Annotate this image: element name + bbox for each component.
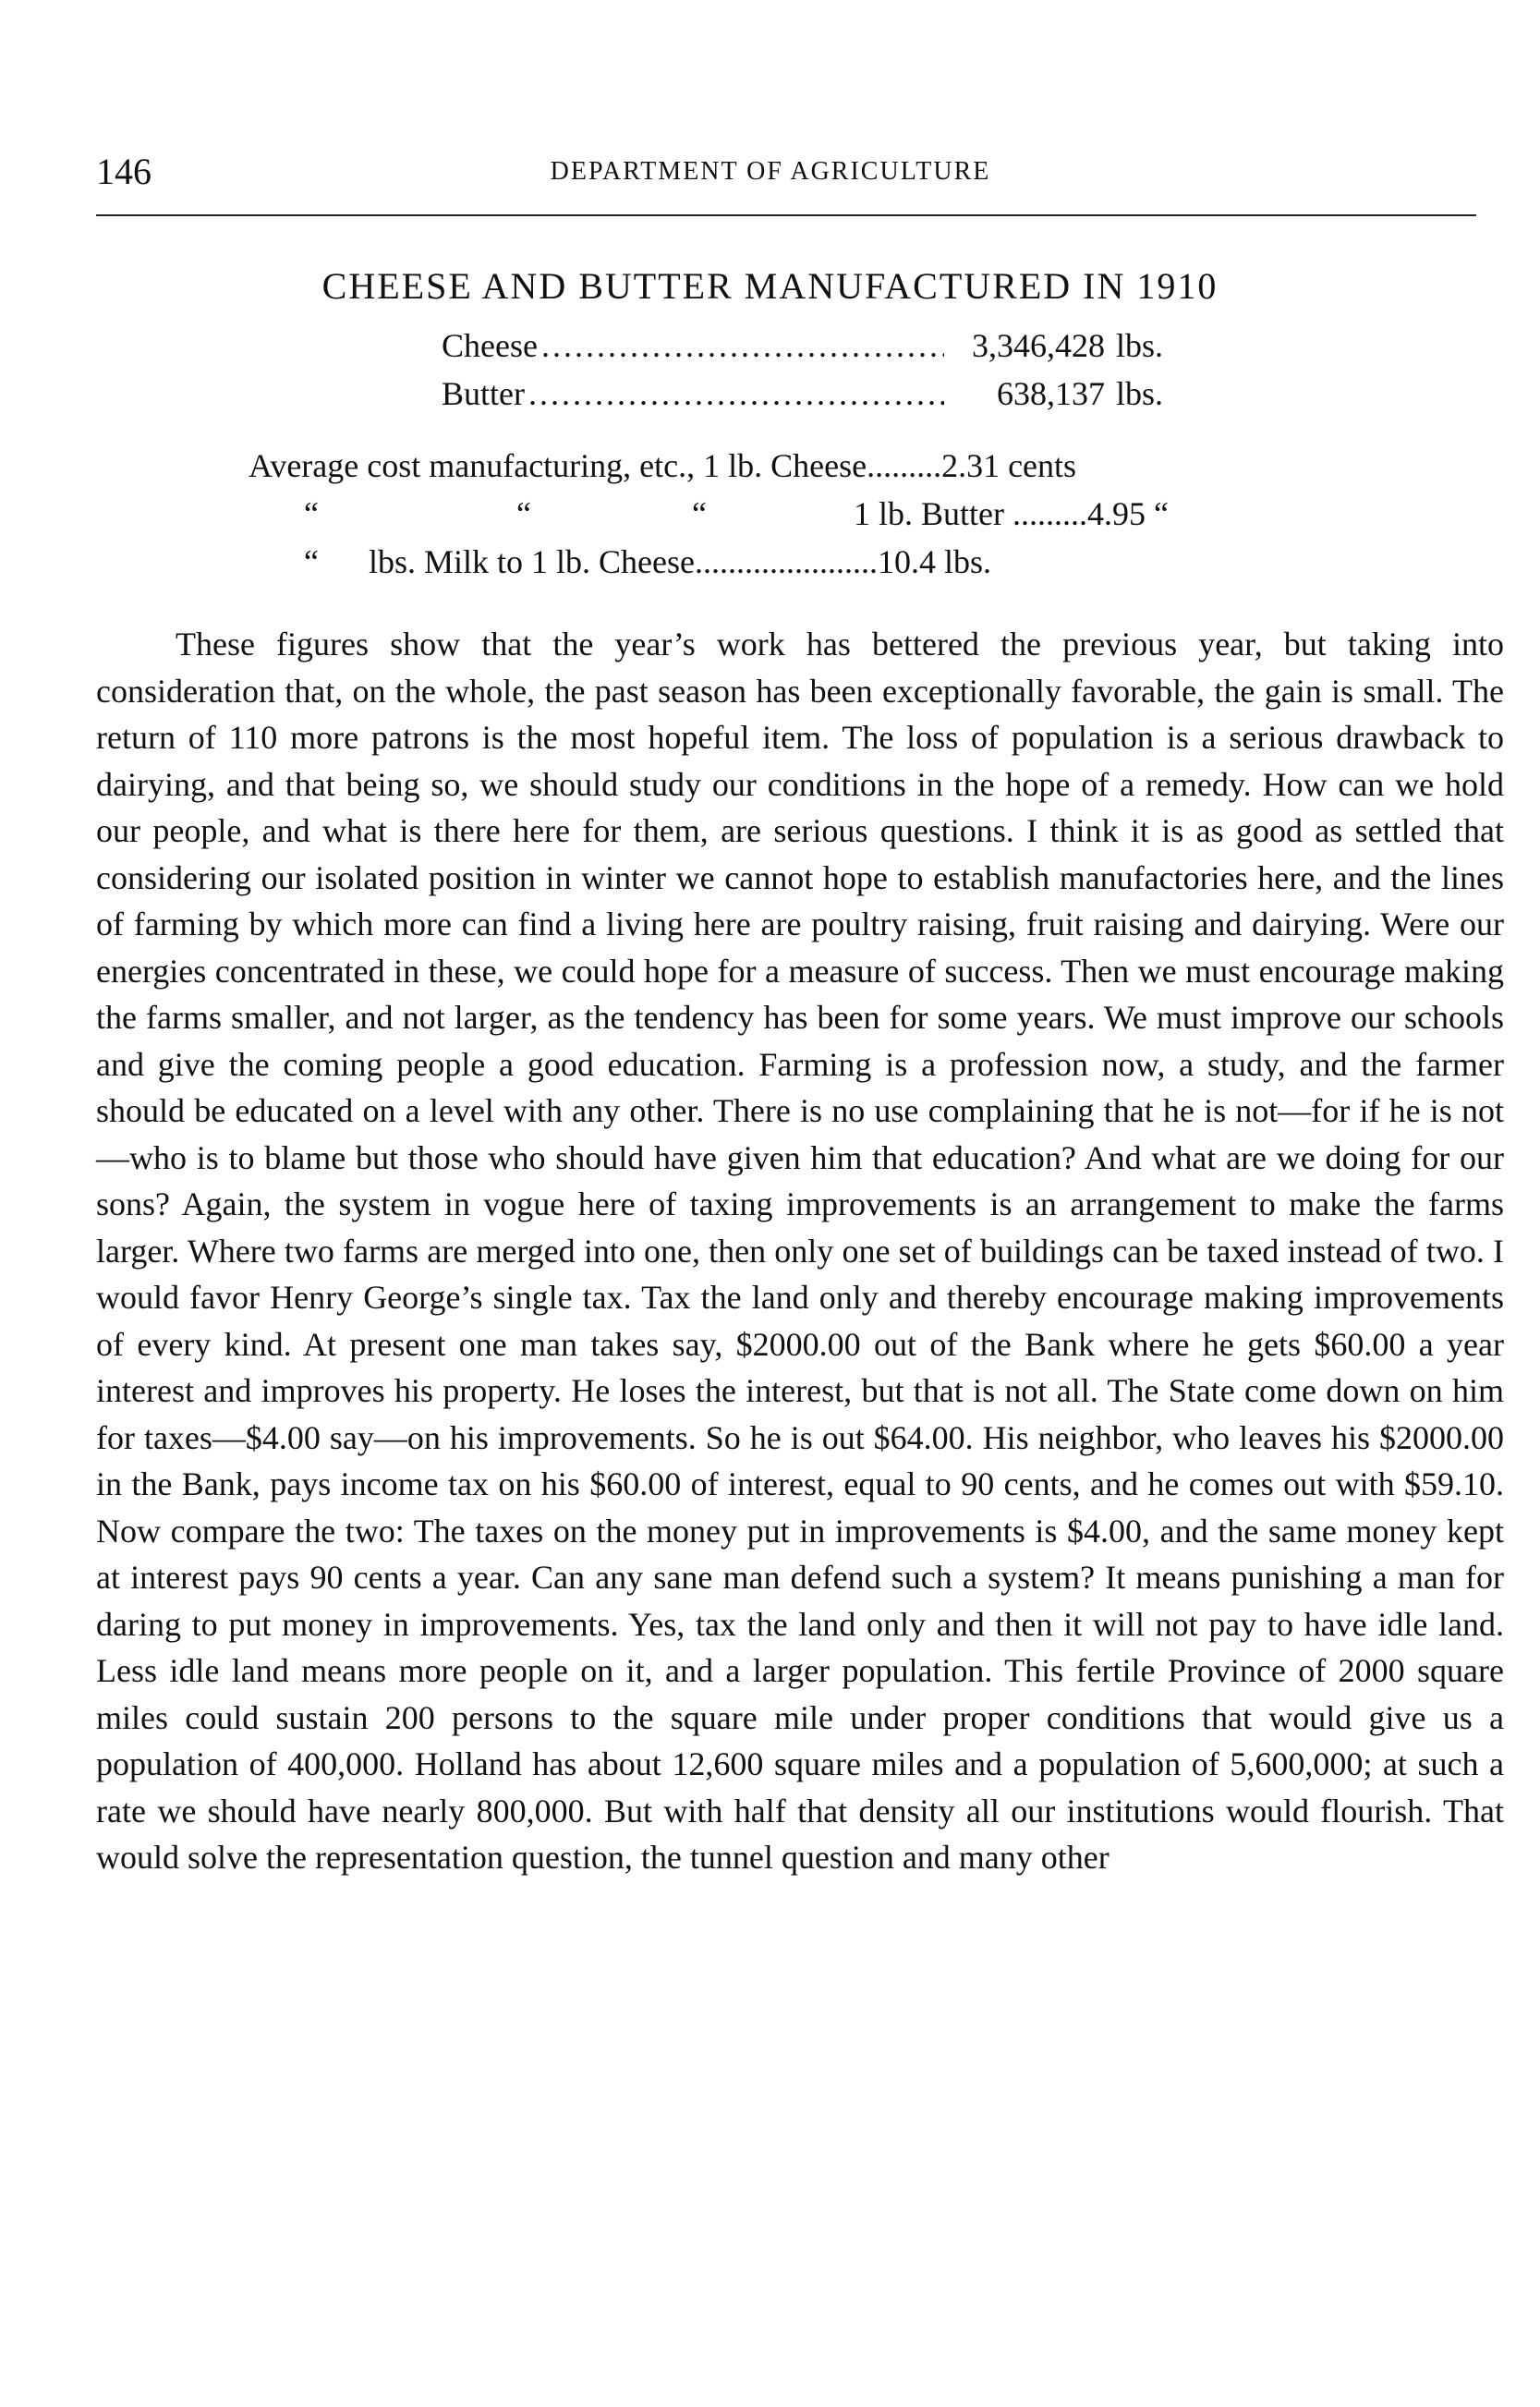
ditto-mark: “ xyxy=(304,543,319,580)
average-milk-text: lbs. Milk to 1 lb. Cheese......................10.4 lbs. xyxy=(369,543,991,580)
body-paragraph: These figures show that the year’s work has bettered the previous year, but taking into consideration that, on the whole, the past season has been exceptionally favorable, the gain is small. The return of 110 more patrons is the most hopeful item. The loss of population is a serious drawback to dairying, and that being so, we should study our conditions in the hope of a remedy. How can we hold our people, and what is there here for them, are serious questions. I think it is as good as settled that considering our isolated position in winter we cannot hope to establish manufactories here, and the lines of farming by which more can find a living here are poultry raising, fruit raising and dairying. Were our energies concentrated in these, we could hope for a measure of success. Then we must encourage making the farms smaller, and not larger, as the tendency has been for some years. We must improve our schools and give the coming people a good education. Farming is a profession now, a study, and the farmer should be educated on a level with any other. There is no use complaining that he is not—for if he is not—who is to blame but those who should have given him that education? And what are we doing for our sons? Again, the system in vogue here of taxing improvements is an arrangement to make the farms larger. Where two farms are merged into one, then only one set of buildings can be taxed instead of two. I would favor Henry George’s single tax. Tax the land only and thereby encourage making improvements of every kind. At present one man takes say, $2000.00 out of the Bank where he gets $60.00 a year interest and improves his property. He loses the interest, but that is not all. The State come down on him for taxes—$4.00 say—on his improvements. So he is out $64.00. His neighbor, who leaves his $2000.00 in the Bank, pays income tax on his $60.00 of interest, equal to 90 cents, and he comes out with $59.10. Now compare the two: The taxes on the money put in improvements is $4.00, and the same money kept at interest pays 90 cents a year. Can any sane man defend such a system? It means punishing a man for daring to put money in improvements. Yes, tax the land only and then it will not pay to have idle land. Less idle land means more people on it, and a larger population. This fertile Province of 2000 square miles could sustain 200 persons to the square mile under proper conditions that would give us a population of 400,000. Holland has about 12,600 square miles and a population of 5,600,000; at such a rate we should have nearly 800,000. But with half that density all our institutions would flourish. That would solve the representation question, the tunnel question and many other xyxy=(96,626,1504,1876)
average-cost-row xyxy=(96,442,1445,490)
production-row-cheese xyxy=(442,322,1199,370)
leader-dots xyxy=(528,370,944,418)
section-title: CHEESE AND BUTTER MANUFACTURED IN 1910 xyxy=(321,265,1219,307)
average-cost-block xyxy=(96,442,1445,586)
production-label: Cheese xyxy=(442,327,538,364)
average-butter-text: 1 lb. Butter .........4.95 “ xyxy=(854,495,1169,532)
ditto-mark: “ xyxy=(516,495,531,532)
running-head-title: DEPARTMENT OF AGRICULTURE xyxy=(550,157,991,186)
production-unit: lbs. xyxy=(1116,375,1164,412)
average-butter-row xyxy=(96,490,1445,538)
ditto-mark: “ xyxy=(304,495,319,532)
header-rule xyxy=(96,214,1476,216)
production-value: 3,346,428 xyxy=(972,327,1105,364)
production-label: Butter xyxy=(442,375,525,412)
leader-dots xyxy=(541,322,944,370)
ditto-mark: “ xyxy=(692,495,707,532)
production-unit: lbs. xyxy=(1116,327,1164,364)
average-milk-row xyxy=(96,538,1445,586)
body-text xyxy=(96,621,1504,1881)
production-table xyxy=(442,322,1199,418)
running-head xyxy=(96,150,1445,205)
production-value: 638,137 xyxy=(997,375,1105,412)
average-cost-text: Average cost manufacturing, etc., 1 lb. Cheese.........2.31 cents xyxy=(249,447,1077,484)
page-number: 146 xyxy=(96,151,152,192)
production-row-butter xyxy=(442,370,1199,418)
